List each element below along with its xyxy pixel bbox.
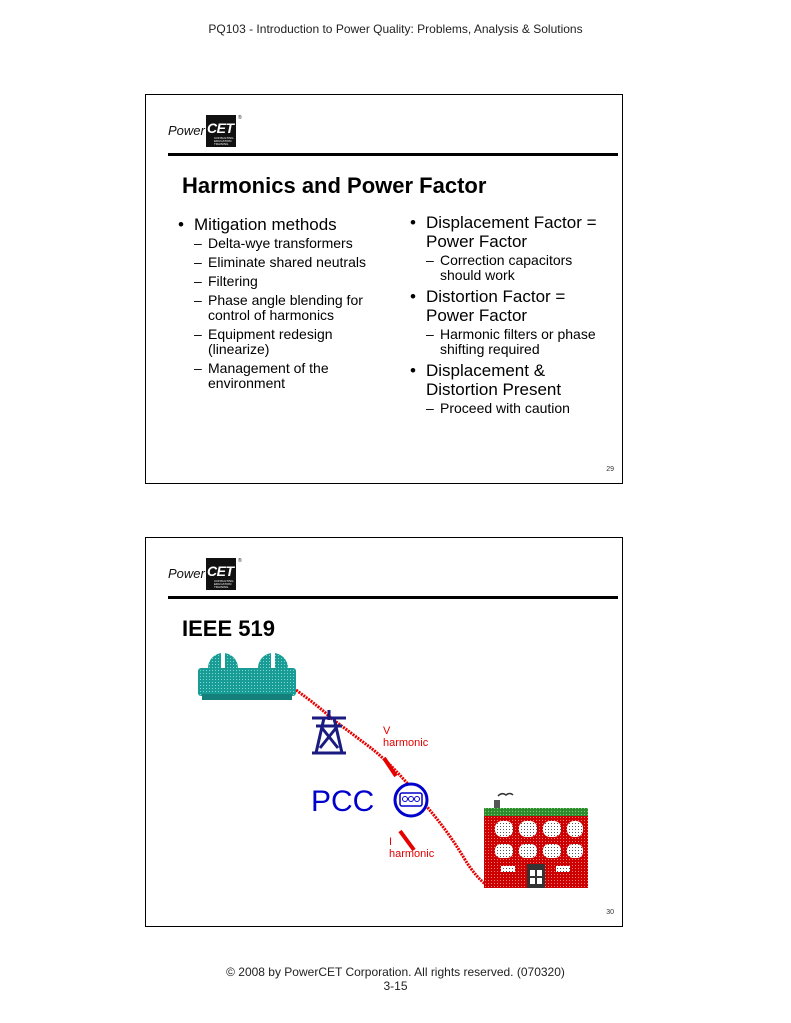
sub-item: – Eliminate shared neutrals xyxy=(172,255,392,270)
factory-building-icon xyxy=(484,794,588,889)
v-harmonic-marker xyxy=(384,758,396,776)
sub-item: – Harmonic filters or phase shifting required xyxy=(404,327,614,357)
right-column xyxy=(404,213,614,420)
power-plant-icon xyxy=(198,652,296,700)
logo-cet-sub: CONSULTING EDUCATION TRAINING xyxy=(214,136,234,146)
footer-copyright: © 2008 by PowerCET Corporation. All rights reserved. (070320) xyxy=(226,965,565,979)
bullet-mitigation: • Mitigation methods xyxy=(172,215,392,234)
logo-power-text: Power xyxy=(168,566,205,581)
i-harmonic-label: I harmonic xyxy=(389,836,435,860)
header-rule xyxy=(168,153,618,156)
powercet-logo xyxy=(168,115,248,145)
slide-ieee-519 xyxy=(145,537,623,927)
logo-cet-text: CET xyxy=(207,120,234,136)
page-footer xyxy=(0,965,791,993)
left-column xyxy=(172,215,392,395)
sub-item: – Management of the environment xyxy=(172,361,392,391)
slide-harmonics-power-factor xyxy=(145,94,623,484)
transmission-tower-icon xyxy=(312,710,346,753)
sub-item: – Equipment redesign (linearize) xyxy=(172,327,392,357)
pcc-label: PCC xyxy=(311,785,375,818)
sub-item: – Delta-wye transformers xyxy=(172,236,392,251)
logo-cet-text: CET xyxy=(207,563,234,579)
v-harmonic-label: V harmonic xyxy=(383,725,429,749)
bullet-distortion: • Distortion Factor = Power Factor xyxy=(404,287,614,325)
logo-trademark: ® xyxy=(238,115,242,121)
slide-title: IEEE 519 xyxy=(182,616,275,641)
footer-page-number: 3-15 xyxy=(383,979,408,993)
logo-trademark: ® xyxy=(238,558,242,564)
slide-number: 30 xyxy=(606,909,614,916)
logo-cet-box xyxy=(206,115,236,147)
bullet-displacement: • Displacement Factor = Power Factor xyxy=(404,213,614,251)
bullet-displacement-distortion: • Displacement & Distortion Present xyxy=(404,361,614,399)
sub-item: – Correction capacitors should work xyxy=(404,253,614,283)
pcc-meter-icon xyxy=(395,784,427,816)
logo-power-text: Power xyxy=(168,123,205,138)
sub-item: – Filtering xyxy=(172,274,392,289)
logo-cet-sub: CONSULTING EDUCATION TRAINING xyxy=(214,579,234,589)
slide-number: 29 xyxy=(606,466,614,473)
sub-item: – Proceed with caution xyxy=(404,401,614,416)
slide-title: Harmonics and Power Factor xyxy=(182,173,487,198)
sub-item: – Phase angle blending for control of harmonics xyxy=(172,293,392,323)
page-header: PQ103 - Introduction to Power Quality: Problems, Analysis & Solutions xyxy=(208,22,583,36)
